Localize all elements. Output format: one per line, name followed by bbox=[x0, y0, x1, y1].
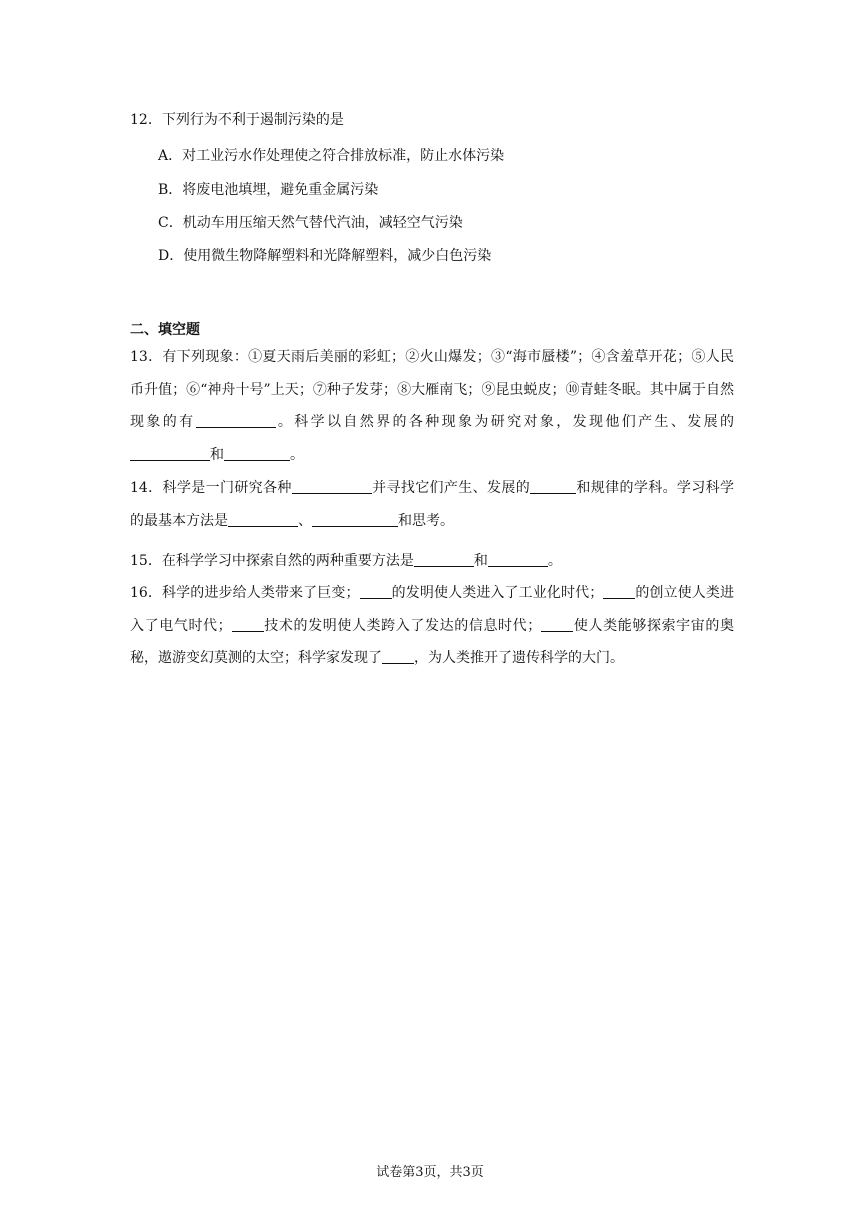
q16-blank-4 bbox=[541, 617, 573, 632]
q14-text-4: 、 bbox=[298, 512, 312, 529]
q16-blank-3 bbox=[232, 617, 264, 632]
q13-text-1: 13．有下列现象：①夏天雨后美丽的彩虹；②火山爆发；③“海市蜃楼”；④含羞草开花；⑤人民币升值；⑥“神舟十号”上天；⑦种子发芽；⑧大雁南飞；⑨昆虫蜕皮；⑩青蛙冬眠。其中属于自然现象的有 bbox=[130, 349, 734, 431]
q14-blank-3 bbox=[228, 512, 298, 527]
question-16 bbox=[130, 577, 734, 675]
q14-blank-2 bbox=[530, 479, 576, 494]
q14-text-1: 14．科学是一门研究各种 bbox=[130, 480, 292, 496]
q16-blank-2 bbox=[603, 584, 635, 599]
q14-text-5: 和思考。 bbox=[398, 512, 454, 529]
question-12-option-b: B．将废电池填埋，避免重金属污染 bbox=[158, 182, 379, 198]
question-14 bbox=[130, 472, 734, 537]
section-title-fill-in: 二、填空题 bbox=[130, 322, 200, 338]
q16-text-3: 的创立使人类进入了电气时代； bbox=[130, 585, 735, 634]
q16-text-4: 技术的发明使人类跨入了发达的信息时代； bbox=[263, 617, 542, 634]
question-12-option-d: D．使用微生物降解塑料和光降解塑料，减少白色污染 bbox=[158, 248, 492, 264]
q16-blank-1 bbox=[360, 584, 392, 599]
question-12-option-c: C．机动车用压缩天然气替代汽油，减轻空气污染 bbox=[158, 215, 463, 231]
question-13 bbox=[130, 341, 734, 472]
q13-blank-3 bbox=[224, 446, 290, 461]
q15-text-1: 15．在科学学习中探索自然的两种重要方法是 bbox=[130, 553, 414, 569]
q13-blank-1 bbox=[196, 413, 276, 428]
question-15 bbox=[130, 545, 734, 578]
q15-blank-2 bbox=[488, 552, 548, 567]
page-footer: 试卷第3页，共3页 bbox=[376, 1165, 484, 1180]
q15-text-3: 。 bbox=[547, 553, 562, 569]
q13-text-4: 。 bbox=[290, 447, 304, 464]
q14-blank-4 bbox=[312, 512, 398, 527]
q16-text-2: 的发明使人类进入了工业化时代； bbox=[391, 585, 604, 601]
q15-blank-1 bbox=[414, 552, 474, 567]
q15-text-2: 和 bbox=[473, 553, 488, 569]
q14-text-2: 并寻找它们产生、发展的 bbox=[371, 480, 531, 496]
question-12-stem: 12．下列行为不利于遏制污染的是 bbox=[130, 112, 344, 128]
q16-blank-5 bbox=[382, 649, 414, 664]
q14-blank-1 bbox=[292, 479, 372, 494]
q16-text-1: 16．科学的进步给人类带来了巨变； bbox=[130, 585, 360, 601]
q14-text-3: 和规律的学科。学习科学的最基本方法是 bbox=[130, 480, 735, 529]
q13-blank-2 bbox=[130, 446, 210, 461]
question-12-option-a: A．对工业污水作处理使之符合排放标准，防止水体污染 bbox=[158, 148, 505, 164]
q16-text-6: ，为人类推开了遗传科学的大门。 bbox=[414, 650, 624, 667]
q16-text-5: 使人类能够探索宇宙的奥秘，遨游变幻莫测的太空；科学家发现了 bbox=[130, 617, 735, 667]
q13-text-3: 和 bbox=[210, 447, 224, 464]
q13-text-2: 。科学以自然界的各种现象为研究对象，发现他们产生、发展的 bbox=[275, 414, 734, 431]
